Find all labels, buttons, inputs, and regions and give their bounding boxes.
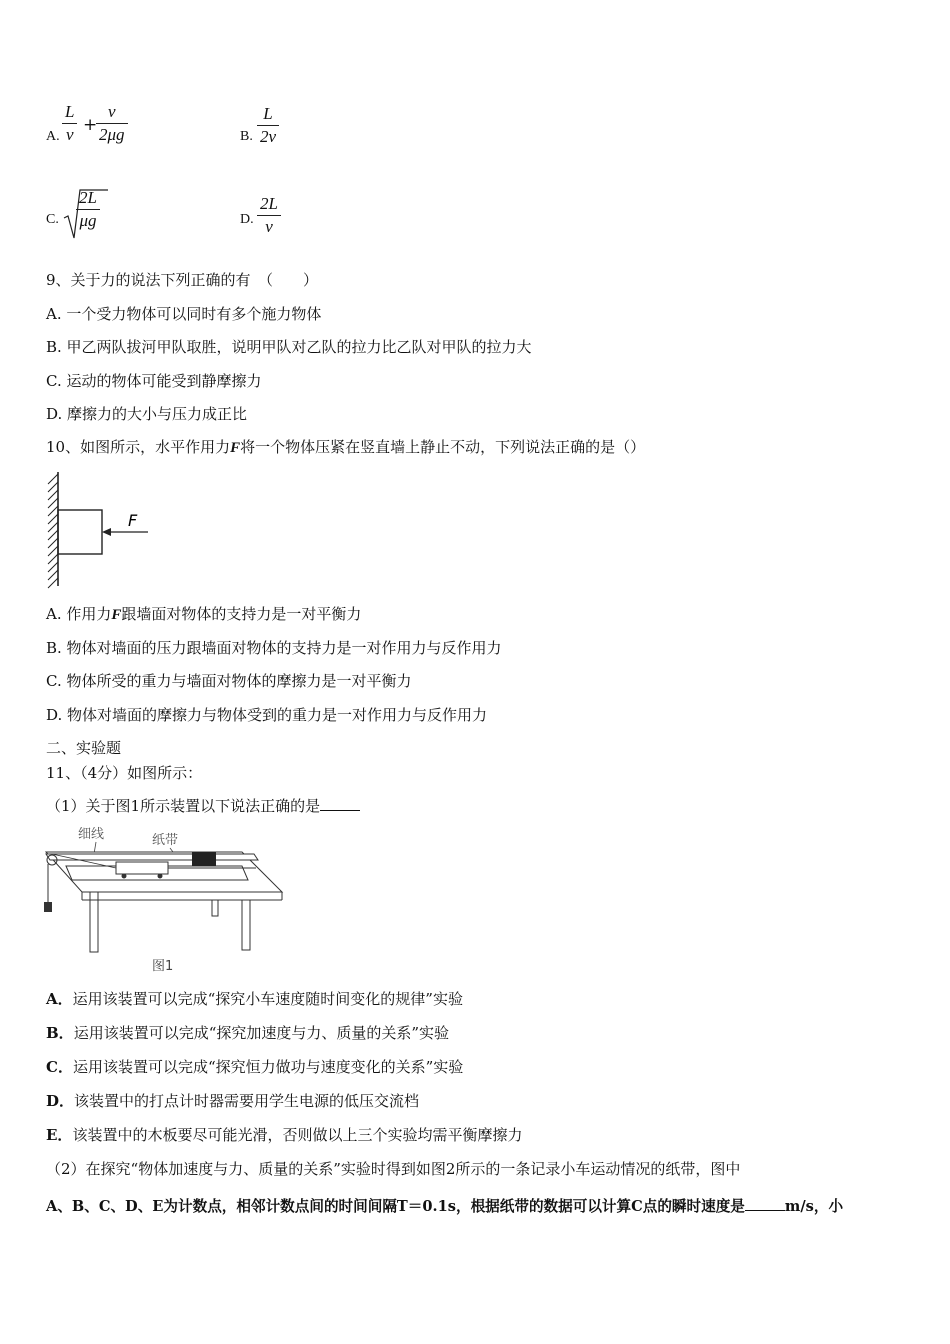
q9-stem: 9、关于力的说法下列正确的有 （ ） — [46, 271, 319, 289]
fraction-denominator: μg — [79, 211, 97, 230]
force-symbol: F — [111, 607, 122, 623]
q11-sub2-line1: （2）在探究“物体加速度与力、质量的关系”实验时得到如图2所示的一条记录小车运动情况的纸带，图中 — [46, 1160, 741, 1178]
option-a-letter: A. — [46, 129, 60, 144]
plus-sign: + — [83, 115, 98, 135]
cart-wheel — [158, 874, 163, 879]
q10-option-d: D. 物体对墙面的摩擦力与物体受到的重力是一对作用力与反作用力 — [46, 706, 488, 724]
fraction-denominator: v — [265, 217, 273, 236]
option-text: 运用该装置可以完成“探究加速度与力、质量的关系”实验 — [73, 1024, 450, 1042]
option-a-fraction-2 — [96, 102, 128, 145]
hanging-weight — [44, 902, 52, 912]
fraction-numerator: 2L — [79, 188, 97, 207]
option-b-fraction — [257, 104, 279, 147]
fraction-numerator: L — [263, 104, 273, 123]
force-symbol: F — [230, 440, 241, 456]
option-letter: C． — [46, 1058, 73, 1076]
wall-block-figure — [44, 470, 154, 590]
q10-stem-pre: 10、如图所示，水平作用力 — [46, 438, 231, 456]
q11-sub1 — [46, 795, 360, 816]
q11-sub2-line2-post: m/s，小 — [784, 1198, 844, 1215]
block — [58, 510, 102, 554]
fraction-denominator: 2μg — [99, 125, 125, 144]
q10-option-a — [46, 603, 361, 624]
cart-apparatus-figure — [42, 822, 287, 974]
cart-body — [116, 862, 168, 874]
board — [46, 854, 258, 860]
q11-stem: 11、（4分）如图所示： — [46, 764, 203, 782]
answer-blank[interactable] — [320, 798, 360, 811]
q11-option-e — [46, 1124, 522, 1145]
q10-stem — [46, 436, 645, 457]
fraction-bar — [257, 125, 279, 126]
timer-icon — [192, 852, 216, 866]
figure-caption: 图1 — [152, 959, 174, 974]
answer-blank[interactable] — [745, 1198, 785, 1211]
option-letter: B． — [46, 1024, 74, 1042]
cart-wheel — [122, 874, 127, 879]
q9-option-d: D. 摩擦力的大小与压力成正比 — [46, 405, 248, 423]
option-d-letter: D. — [240, 212, 254, 227]
option-b-letter: B. — [240, 129, 253, 144]
q11-sub2-line2-pre: A、B、C、D、E为计数点，相邻计数点间的时间间隔T＝0.1s，根据纸带的数据可以计算C点的瞬时速度是 — [46, 1198, 745, 1215]
option-letter: D． — [46, 1092, 75, 1110]
figure-force-label: F — [128, 511, 138, 530]
option-letter: E． — [46, 1126, 73, 1144]
q10-option-a-post: 跟墙面对物体的支持力是一对平衡力 — [121, 605, 362, 623]
table-leg — [242, 900, 250, 950]
q10-stem-post: 将一个物体压紧在竖直墙上静止不动，下列说法正确的是（） — [240, 438, 646, 456]
force-arrow-head-icon — [102, 528, 111, 536]
section-heading: 二、实验题 — [46, 739, 122, 757]
q9-option-c: C. 运动的物体可能受到静摩擦力 — [46, 372, 262, 390]
fraction-numerator: 2L — [260, 194, 278, 213]
option-text: 该装置中的打点计时器需要用学生电源的低压交流档 — [74, 1092, 420, 1110]
q10-option-b: B. 物体对墙面的压力跟墙面对物体的支持力是一对作用力与反作用力 — [46, 639, 502, 657]
thread-label: 细线 — [78, 827, 105, 842]
fraction-bar — [76, 209, 100, 210]
option-a-fraction-1 — [62, 102, 77, 145]
option-text: 运用该装置可以完成“探究小车速度随时间变化的规律”实验 — [72, 990, 463, 1008]
table-leg — [212, 900, 218, 916]
q10-option-c: C. 物体所受的重力与墙面对物体的摩擦力是一对平衡力 — [46, 672, 412, 690]
option-d-fraction — [257, 194, 281, 237]
fraction-denominator: 2v — [260, 127, 277, 146]
q11-option-b — [46, 1022, 449, 1043]
q11-option-c — [46, 1056, 463, 1077]
fraction-numerator: L — [65, 102, 75, 121]
fraction-bar — [96, 123, 128, 124]
option-c-fraction — [76, 188, 100, 231]
option-letter: A． — [46, 990, 73, 1008]
fraction-bar — [62, 123, 77, 124]
q11-sub1-text: （1）关于图1所示装置以下说法正确的是 — [46, 797, 321, 815]
fraction-bar — [257, 215, 281, 216]
q11-sub2-line2 — [46, 1195, 843, 1216]
table-leg — [90, 892, 98, 952]
q9-option-a: A. 一个受力物体可以同时有多个施力物体 — [46, 305, 322, 323]
option-text: 运用该装置可以完成“探究恒力做功与速度变化的关系”实验 — [72, 1058, 464, 1076]
tape-label: 纸带 — [152, 833, 179, 848]
fraction-numerator: v — [108, 102, 116, 121]
option-text: 该装置中的木板要尽可能光滑，否则做以上三个实验均需平衡摩擦力 — [72, 1126, 523, 1144]
fraction-denominator: v — [65, 125, 74, 144]
q11-option-d — [46, 1090, 419, 1111]
q11-option-a — [46, 988, 463, 1009]
wall-hatching — [48, 474, 58, 588]
q9-option-b: B. 甲乙两队拔河甲队取胜，说明甲队对乙队的拉力比乙队对甲队的拉力大 — [46, 338, 532, 356]
q10-option-a-pre: A. 作用力 — [46, 605, 112, 623]
option-c-letter: C. — [46, 212, 59, 227]
